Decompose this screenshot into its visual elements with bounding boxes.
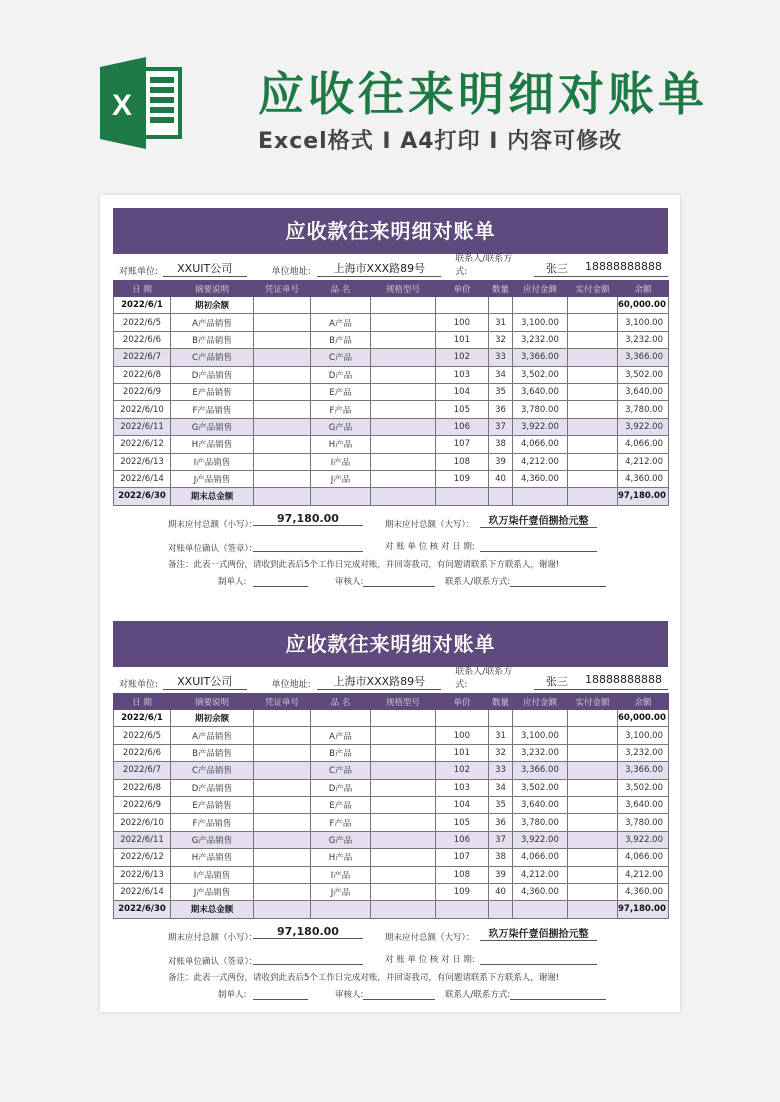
qty-cell: 32	[489, 331, 513, 348]
desc-cell: B产品销售	[171, 744, 254, 761]
sheet-title: 应收款往来明细对账单	[113, 621, 668, 667]
product-cell: A产品	[311, 727, 371, 744]
column-header: 日 期	[114, 694, 171, 710]
qty-cell: 35	[489, 796, 513, 813]
banner-title: 应收往来明细对账单	[258, 67, 708, 121]
contact-label: 联系人/联系方式:	[455, 667, 513, 690]
price-cell: 106	[436, 831, 489, 848]
table-row	[114, 762, 669, 779]
qty-cell: 40	[489, 470, 513, 487]
balance-cell: 4,212.00	[618, 866, 669, 883]
date-cell: 2022/6/1	[114, 297, 171, 314]
balance-cell: 3,232.00	[618, 331, 669, 348]
opening-row	[114, 297, 669, 314]
product-cell: E产品	[311, 796, 371, 813]
contact-footer-field[interactable]	[510, 988, 606, 1000]
payable-cell: 4,360.00	[513, 883, 568, 900]
price-cell: 108	[436, 866, 489, 883]
payable-cell: 3,640.00	[513, 383, 568, 400]
balance-cell: 3,502.00	[618, 366, 669, 383]
qty-cell: 34	[489, 779, 513, 796]
contact-phone: 18888888888	[585, 260, 662, 273]
balance-cell: 4,066.00	[618, 436, 669, 453]
product-cell: J产品	[311, 883, 371, 900]
desc-cell: G产品销售	[171, 418, 254, 435]
address-label: 单位地址:	[271, 267, 311, 277]
sheet-title: 应收款往来明细对账单	[113, 208, 668, 254]
date-cell: 2022/6/14	[114, 470, 171, 487]
maker-field[interactable]	[253, 988, 308, 1000]
maker-field[interactable]	[253, 575, 308, 587]
column-header: 日 期	[114, 281, 171, 297]
address-value: 上海市XXX路89号	[317, 673, 441, 690]
total-small-label: 期末应付总额（小写）：	[168, 519, 258, 530]
balance-cell: 97,180.00	[618, 488, 669, 505]
date-cell: 2022/6/9	[114, 383, 171, 400]
product-cell: D产品	[311, 366, 371, 383]
reviewer-field[interactable]	[363, 575, 435, 587]
desc-cell: A产品销售	[171, 314, 254, 331]
product-cell: B产品	[311, 331, 371, 348]
excel-logo-icon	[100, 57, 182, 149]
contact-footer-label: 联系人/联系方式:	[445, 576, 511, 587]
balance-cell: 3,100.00	[618, 314, 669, 331]
price-cell: 109	[436, 883, 489, 900]
balance-cell: 4,212.00	[618, 453, 669, 470]
payable-cell: 3,100.00	[513, 314, 568, 331]
opening-row	[114, 710, 669, 727]
balance-cell: 60,000.00	[618, 710, 669, 727]
table-row	[114, 436, 669, 453]
product-cell: G产品	[311, 831, 371, 848]
balance-cell: 3,922.00	[618, 418, 669, 435]
qty-cell: 37	[489, 831, 513, 848]
desc-cell: H产品销售	[171, 849, 254, 866]
desc-cell: 期末总金额	[171, 901, 254, 918]
price-cell: 101	[436, 331, 489, 348]
contact-footer-label: 联系人/联系方式:	[445, 989, 511, 1000]
table-row	[114, 727, 669, 744]
party-value: XXUIT公司	[163, 673, 247, 690]
balance-cell: 4,360.00	[618, 470, 669, 487]
table-row	[114, 314, 669, 331]
confirm-signature-field[interactable]	[253, 540, 363, 552]
address-value: 上海市XXX路89号	[317, 260, 441, 277]
column-header: 应付金额	[513, 694, 568, 710]
total-small-label: 期末应付总额（小写）：	[168, 932, 258, 943]
desc-cell: C产品销售	[171, 349, 254, 366]
payable-cell: 3,640.00	[513, 796, 568, 813]
desc-cell: D产品销售	[171, 366, 254, 383]
qty-cell: 31	[489, 727, 513, 744]
price-cell: 105	[436, 401, 489, 418]
desc-cell: E产品销售	[171, 383, 254, 400]
document-page	[100, 195, 680, 1012]
column-header: 余额	[618, 281, 669, 297]
product-cell: I产品	[311, 453, 371, 470]
closing-row	[114, 488, 669, 505]
table-row	[114, 849, 669, 866]
desc-cell: E产品销售	[171, 796, 254, 813]
balance-cell: 3,232.00	[618, 744, 669, 761]
price-cell: 103	[436, 366, 489, 383]
qty-cell: 38	[489, 849, 513, 866]
balance-cell: 3,366.00	[618, 762, 669, 779]
balance-cell: 3,366.00	[618, 349, 669, 366]
price-cell: 103	[436, 779, 489, 796]
desc-cell: J产品销售	[171, 470, 254, 487]
total-big-value: 玖万柒仟壹佰捌拾元整	[480, 925, 597, 941]
column-header: 单价	[436, 281, 489, 297]
maker-label: 制单人:	[218, 576, 247, 587]
date-cell: 2022/6/13	[114, 866, 171, 883]
date-cell: 2022/6/12	[114, 436, 171, 453]
product-cell: F产品	[311, 401, 371, 418]
payable-cell: 3,232.00	[513, 331, 568, 348]
product-cell: G产品	[311, 418, 371, 435]
payable-cell: 3,922.00	[513, 831, 568, 848]
total-small-value: 97,180.00	[253, 512, 363, 526]
desc-cell: F产品销售	[171, 401, 254, 418]
price-cell: 104	[436, 796, 489, 813]
info-row	[113, 667, 668, 693]
column-header: 品 名	[311, 281, 371, 297]
summary-block	[113, 506, 668, 606]
column-header: 实付金额	[568, 694, 618, 710]
note-text: 备注：此表一式两份，请收到此表后5个工作日完成对账，并回寄我司，有问题请联系下方联系人，谢谢!	[168, 559, 560, 570]
date-cell: 2022/6/5	[114, 314, 171, 331]
price-cell: 106	[436, 418, 489, 435]
summary-block	[113, 919, 668, 1019]
balance-cell: 60,000.00	[618, 297, 669, 314]
party-label: 对账单位:	[119, 680, 159, 690]
statement-sheet	[113, 621, 668, 1019]
confirm-signature-field[interactable]	[253, 953, 363, 965]
column-header: 摘要说明	[171, 281, 254, 297]
payable-cell: 3,100.00	[513, 727, 568, 744]
desc-cell: I产品销售	[171, 453, 254, 470]
qty-cell: 39	[489, 453, 513, 470]
table-row	[114, 349, 669, 366]
table-row	[114, 470, 669, 487]
date-cell: 2022/6/11	[114, 418, 171, 435]
table-row	[114, 883, 669, 900]
payable-cell: 3,780.00	[513, 401, 568, 418]
date-cell: 2022/6/7	[114, 762, 171, 779]
contact-name: 张三	[545, 262, 568, 275]
payable-cell: 4,066.00	[513, 849, 568, 866]
balance-cell: 3,502.00	[618, 779, 669, 796]
info-row	[113, 254, 668, 280]
table-row	[114, 401, 669, 418]
balance-cell: 4,360.00	[618, 883, 669, 900]
contact-footer-field[interactable]	[510, 575, 606, 587]
price-cell: 102	[436, 762, 489, 779]
check-date-field[interactable]	[480, 953, 597, 965]
product-cell: B产品	[311, 744, 371, 761]
column-header: 余额	[618, 694, 669, 710]
date-cell: 2022/6/14	[114, 883, 171, 900]
column-header: 实付金额	[568, 281, 618, 297]
table-row	[114, 418, 669, 435]
desc-cell: G产品销售	[171, 831, 254, 848]
reviewer-field[interactable]	[363, 988, 435, 1000]
date-cell: 2022/6/6	[114, 744, 171, 761]
table-row	[114, 744, 669, 761]
balance-cell: 3,100.00	[618, 727, 669, 744]
payable-cell: 3,366.00	[513, 349, 568, 366]
qty-cell: 36	[489, 401, 513, 418]
desc-cell: 期末总金额	[171, 488, 254, 505]
balance-cell: 3,922.00	[618, 831, 669, 848]
qty-cell: 35	[489, 383, 513, 400]
contact-label: 联系人/联系方式:	[455, 254, 513, 277]
table-row	[114, 366, 669, 383]
desc-cell: J产品销售	[171, 883, 254, 900]
balance-cell: 3,640.00	[618, 383, 669, 400]
total-big-value: 玖万柒仟壹佰捌拾元整	[480, 512, 597, 528]
svg-text:X: X	[111, 89, 133, 122]
product-cell: C产品	[311, 762, 371, 779]
desc-cell: I产品销售	[171, 866, 254, 883]
qty-cell: 33	[489, 349, 513, 366]
qty-cell: 36	[489, 814, 513, 831]
product-cell: F产品	[311, 814, 371, 831]
qty-cell: 38	[489, 436, 513, 453]
date-cell: 2022/6/7	[114, 349, 171, 366]
date-cell: 2022/6/9	[114, 796, 171, 813]
payable-cell: 4,360.00	[513, 470, 568, 487]
balance-cell: 97,180.00	[618, 901, 669, 918]
qty-cell: 32	[489, 744, 513, 761]
qty-cell: 34	[489, 366, 513, 383]
check-date-label: 对 账 单 位 核 对 日 期:	[385, 954, 475, 965]
statement-sheet	[113, 208, 668, 606]
confirm-label: 对账单位确认（签章）：	[168, 543, 258, 554]
product-cell: J产品	[311, 470, 371, 487]
price-cell: 105	[436, 814, 489, 831]
column-header: 摘要说明	[171, 694, 254, 710]
payable-cell: 4,212.00	[513, 866, 568, 883]
date-cell: 2022/6/8	[114, 366, 171, 383]
desc-cell: F产品销售	[171, 814, 254, 831]
product-cell: I产品	[311, 866, 371, 883]
banner-subtitle: Excel格式 I A4打印 I 内容可修改	[258, 129, 623, 154]
date-cell: 2022/6/11	[114, 831, 171, 848]
statement-table	[113, 280, 669, 506]
product-cell: C产品	[311, 349, 371, 366]
price-cell: 109	[436, 470, 489, 487]
check-date-label: 对 账 单 位 核 对 日 期:	[385, 541, 475, 552]
date-cell: 2022/6/13	[114, 453, 171, 470]
qty-cell: 31	[489, 314, 513, 331]
payable-cell: 3,502.00	[513, 779, 568, 796]
payable-cell: 3,366.00	[513, 762, 568, 779]
payable-cell: 3,922.00	[513, 418, 568, 435]
table-row	[114, 779, 669, 796]
column-header: 数量	[489, 281, 513, 297]
qty-cell: 40	[489, 883, 513, 900]
date-cell: 2022/6/10	[114, 401, 171, 418]
desc-cell: H产品销售	[171, 436, 254, 453]
contact-name: 张三	[545, 675, 568, 688]
desc-cell: 期初余额	[171, 297, 254, 314]
balance-cell: 3,780.00	[618, 814, 669, 831]
column-header: 单价	[436, 694, 489, 710]
payable-cell: 4,066.00	[513, 436, 568, 453]
qty-cell: 39	[489, 866, 513, 883]
date-cell: 2022/6/6	[114, 331, 171, 348]
reviewer-label: 审核人:	[335, 989, 364, 1000]
product-cell: D产品	[311, 779, 371, 796]
column-header: 凭证单号	[254, 281, 311, 297]
party-value: XXUIT公司	[163, 260, 247, 277]
maker-label: 制单人:	[218, 989, 247, 1000]
price-cell: 104	[436, 383, 489, 400]
table-row	[114, 866, 669, 883]
reviewer-label: 审核人:	[335, 576, 364, 587]
total-big-label: 期末应付总额（大写）：	[385, 932, 475, 943]
table-row	[114, 831, 669, 848]
closing-row	[114, 901, 669, 918]
balance-cell: 4,066.00	[618, 849, 669, 866]
total-small-value: 97,180.00	[253, 925, 363, 939]
column-header: 品 名	[311, 694, 371, 710]
price-cell: 100	[436, 727, 489, 744]
table-row	[114, 383, 669, 400]
balance-cell: 3,640.00	[618, 796, 669, 813]
qty-cell: 37	[489, 418, 513, 435]
payable-cell: 3,232.00	[513, 744, 568, 761]
date-cell: 2022/6/5	[114, 727, 171, 744]
date-cell: 2022/6/30	[114, 901, 171, 918]
qty-cell: 33	[489, 762, 513, 779]
payable-cell: 3,780.00	[513, 814, 568, 831]
price-cell: 100	[436, 314, 489, 331]
product-cell: H产品	[311, 436, 371, 453]
column-header: 凭证单号	[254, 694, 311, 710]
column-header: 规格型号	[371, 694, 436, 710]
desc-cell: 期初余额	[171, 710, 254, 727]
desc-cell: B产品销售	[171, 331, 254, 348]
check-date-field[interactable]	[480, 540, 597, 552]
balance-cell: 3,780.00	[618, 401, 669, 418]
price-cell: 102	[436, 349, 489, 366]
product-cell: A产品	[311, 314, 371, 331]
column-header: 规格型号	[371, 281, 436, 297]
payable-cell: 3,502.00	[513, 366, 568, 383]
date-cell: 2022/6/30	[114, 488, 171, 505]
total-big-label: 期末应付总额（大写）：	[385, 519, 475, 530]
product-cell: H产品	[311, 849, 371, 866]
price-cell: 108	[436, 453, 489, 470]
price-cell: 107	[436, 436, 489, 453]
party-label: 对账单位:	[119, 267, 159, 277]
address-label: 单位地址:	[271, 680, 311, 690]
price-cell: 101	[436, 744, 489, 761]
date-cell: 2022/6/8	[114, 779, 171, 796]
confirm-label: 对账单位确认（签章）：	[168, 956, 258, 967]
desc-cell: D产品销售	[171, 779, 254, 796]
statement-table	[113, 693, 669, 919]
table-row	[114, 331, 669, 348]
column-header: 应付金额	[513, 281, 568, 297]
table-row	[114, 814, 669, 831]
date-cell: 2022/6/12	[114, 849, 171, 866]
table-row	[114, 453, 669, 470]
note-text: 备注：此表一式两份，请收到此表后5个工作日完成对账，并回寄我司，有问题请联系下方联系人，谢谢!	[168, 972, 560, 983]
table-row	[114, 796, 669, 813]
date-cell: 2022/6/10	[114, 814, 171, 831]
payable-cell: 4,212.00	[513, 453, 568, 470]
column-header: 数量	[489, 694, 513, 710]
date-cell: 2022/6/1	[114, 710, 171, 727]
desc-cell: C产品销售	[171, 762, 254, 779]
desc-cell: A产品销售	[171, 727, 254, 744]
product-cell: E产品	[311, 383, 371, 400]
contact-phone: 18888888888	[585, 673, 662, 686]
price-cell: 107	[436, 849, 489, 866]
